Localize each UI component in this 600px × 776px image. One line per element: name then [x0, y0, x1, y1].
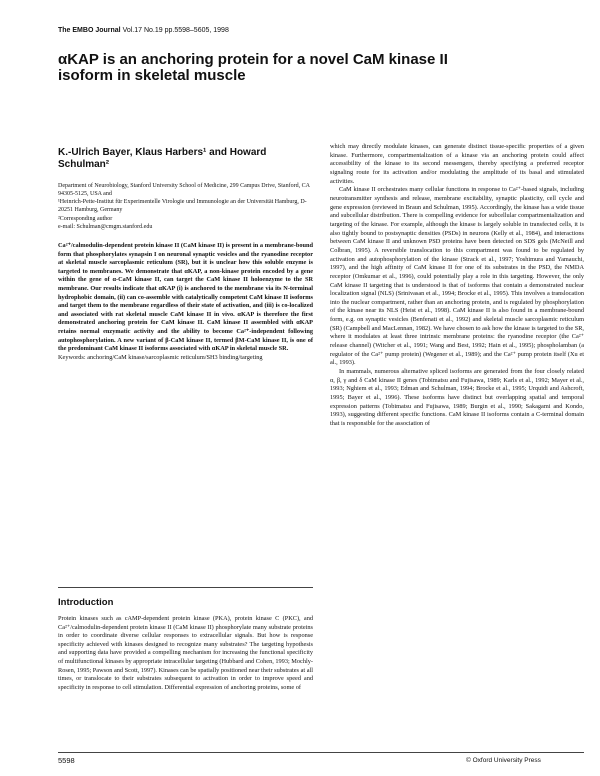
page-number: 5598: [58, 756, 75, 765]
article-title: αKAP is an anchoring protein for a novel CaM kinase II isoform in skeletal muscle: [58, 51, 448, 84]
paragraph: which may directly modulate kinases, can generate distinct tissue-specific properties of a given kinase. Furthermore, compartmentalization of a kinase via an anchoring protein could affect accessibility of the kinase to its second messengers, thereby specifying a preferred receptor signaling route for its activation and/or modulating the amplitude of its basal and stimulated activities.: [330, 143, 584, 185]
corresponding-author: [58, 215, 313, 231]
affiliation-hamburg: ¹Heinrich-Pette-Institut für Experimentelle Virologie und Immunologie an der Universität Hamburg, D-20251 Hamburg, Germany: [58, 199, 307, 213]
footer-divider: [58, 752, 584, 753]
paragraph: CaM kinase II orchestrates many cellular functions in response to Ca²⁺-based signals, including neurotransmitter synthesis and release, membrane excitability, synaptic plasticity, cell cycle and gene expression (reviewed in Braun and Schulman, 1995). Accordingly, the kinase has a wide tissue and subcellular distribution. There is compelling evidence for subcellular compartmentalization and targeting of the kinase. For example, although the kinase is largely soluble in transfected cells, it is also tightly bound to postsynaptic densities (PSDs) in neurons (Kelly et al., 1984), and interactions between CaM kinase II and unknown PSD proteins have been detected on SDS gels (McNeill and Colbran, 1995). A reversible translocation to this compartment was found to be regulated by activation and autophosphorylation of the kinase (Strack et al., 1997; Yoshimura and Yamauchi, 1997), and the high affinity of CaM kinase II for one of its substrates in the PSD, the NMDA receptor (Omkumar et al., 1996), could potentially play a role in this targeting. However, the only CaM kinase II targeting that is understood is that of isoforms that contain a demonstrated nuclear localization signal (NLS) (Srinivasan et al., 1994; Brocke et al., 1995). This involves a translocation into the nuclear compartment, rather than an anchoring protein, and is regulated by phosphorylation of the kinase near its NLS (Heist et al., 1998). CaM kinase II is also found in a membrane-bound form, e.g. on synaptic vesicles (Benfenati et al., 1992) and skeletal muscle sarcoplasmic reticulum (SR) (Campbell and MacLennan, 1982). We have chosen to ask how the kinase is targeted to the SR, where it modulates at least three intrinsic membrane proteins: the ryanodine receptor (the Ca²⁺ release channel) (Witcher et al., 1991; Wang and Best, 1992; Hain et al., 1995); phospholamban (a regulator of the Ca²⁺ pump protein) (Wegener et al., 1989); and the Ca²⁺ pump protein itself (Xu et al., 1993).: [330, 186, 584, 367]
author-email[interactable]: e-mail: Schulman@cmgm.stanford.edu: [58, 224, 153, 230]
paragraph: In mammals, numerous alternative spliced isoforms are generated from the four closely related α, β, γ and δ CaM kinase II genes (Tobimatsu and Fujisawa, 1989; Karls et al., 1992; Mayer et al., 1993; Nghiem et al., 1993; Edman and Schulman, 1994; Brocke et al., 1995; Urquidi and Ashcroft, 1995; Bayer et al., 1996). These isoforms have distinct but overlapping spatial and temporal expression patterns (Tobimatsu and Fujisawa, 1989; Burgin et al., 1990; Sakagami and Kondo, 1993), suggesting different specific functions. CaM kinase II isoforms contain a C-terminal domain that is responsible for the association of: [330, 368, 584, 427]
introduction-text: Protein kinases such as cAMP-dependent protein kinase (PKA), protein kinase C (PKC), and Ca²⁺/calmodulin-dependent protein kinase II (CaM kinase II) phosphorylate many substrate proteins in order to coordinate diverse cellular responses to extracellular signals. But how is response specificity achieved with kinases designed to recognize many substrates? The targeting hypothesis and supporting data have provided a compelling mechanism for increasing the functional specificity of multifunctional kinases by appropriate intracellular targeting (Hubbard and Cohen, 1993; Mochly-Rosen, 1995; Pawson and Scott, 1997). Kinases can be spatially positioned near their substrates at all times, or translocate to their substrates subsequent to activation in order to improve speed and specificity in response to cell stimulation. Differential expression of anchoring proteins, some of: [58, 615, 313, 691]
abstract-text: Ca²⁺/calmodulin-dependent protein kinase II (CaM kinase II) is present in a membrane-bound form that phosphorylates synapsin I on neuronal synaptic vesicles and the ryanodine receptor at skeletal muscle sarcoplasmic reticulum (SR), but it is unclear how this soluble enzyme is targeted to membranes. We demonstrate that αKAP, a non-kinase protein encoded by a gene within the gene of α-CaM kinase II, can target the CaM kinase II holoenzyme to the SR membrane. Our results indicate that αKAP (i) is anchored to the membrane via its N-terminal hydrophobic domain, (ii) can co-assemble with catalytically competent CaM kinase II isoforms and target them to the membrane regardless of their state of activation, and (iii) is co-localized and associated with rat skeletal muscle CaM kinase II in vivo. αKAP is therefore the first demonstrated anchoring protein for CaM kinase II. CaM kinase II assembled with αKAP retains normal enzymatic activity and the ability to become Ca²⁺-independent following autophosphorylation. A new variant of β-CaM kinase II, termed βM-CaM kinase II, is one of the predominant CaM kinase II isoforms associated with αKAP in skeletal muscle SR.: [58, 242, 313, 353]
corresponding-label: ²Corresponding author: [58, 216, 113, 222]
publisher-notice: © Oxford University Press: [466, 757, 541, 764]
author-list: K.-Ulrich Bayer, Klaus Harbers¹ and Howard Schulman²: [58, 147, 267, 170]
affiliation-stanford: Department of Neurobiology, Stanford University School of Medicine, 299 Campus Drive, Stanford, CA 94305-5125, USA and: [58, 183, 310, 197]
affiliations: [58, 182, 313, 214]
abstract: [58, 242, 313, 362]
section-divider: [58, 587, 313, 588]
journal-name: The EMBO Journal: [58, 27, 121, 34]
keywords: Keywords: anchoring/CaM kinase/sarcoplasmic reticulum/SH3 binding/targeting: [58, 353, 263, 361]
journal-citation: Vol.17 No.19 pp.5598–5605, 1998: [122, 27, 229, 34]
right-column: [330, 143, 584, 429]
introduction-heading: Introduction: [58, 597, 114, 608]
journal-header: [58, 27, 229, 34]
